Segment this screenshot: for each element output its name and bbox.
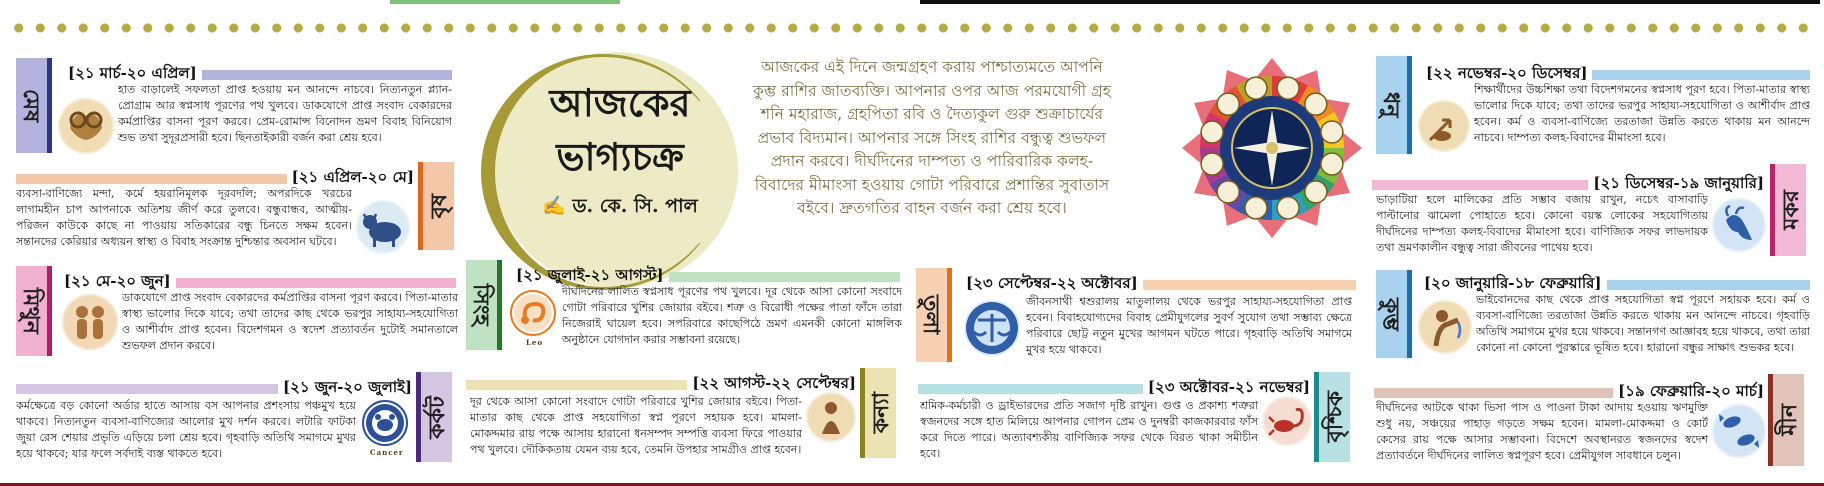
page-title: আজকের xyxy=(549,80,691,125)
forecast-text: কর্মক্ষেত্রে বড় কোনো অর্ডার হাতে আসায় বস আপনার প্রশংসায় পঞ্চমুখ হয়ে থাকবে। নিত্যনতুন ব্যবসা-বাণিজ্যের আলোর মুখ দর্শন করবে। লটারি ফাটকা জুয়া রেস শেয়ার প্রভৃতি এড়িয়ে চলা শ্রেয় হবে। গৃহবাড়ি অতিথি সমাগমে মুখর হয়ে থাকবে; যার ফলে সর্বদাই ব্যস্ত থাকতে হবে। xyxy=(16,399,356,460)
sign-name-tab: তুলা xyxy=(916,268,952,362)
forecast-text: দীর্ঘদিনের আটকে থাকা ভিসা পাস ও পাওনা টাকা আদায় হওয়ায় ঋণমুক্তি শুধু নয়, সঞ্চয়ের পাহাড় গড়তে সক্ষম হবেন। মামলা-মোকদ্দমা ও কোর্ট কেসের রায় পক্ষে আসার সম্ভাবনা। বিদেশে অবস্থানরত স্বজনদের স্বদেশ প্রত্যাবর্তনে দীর্ঘদিনের লালিত স্বপ্নপূরণ হবে। প্রেমীযুগল সাবধানে চলুন। xyxy=(1376,401,1708,462)
virgo-maiden-icon xyxy=(806,392,856,442)
header-bar xyxy=(16,174,287,184)
header-bar xyxy=(918,384,1143,394)
date-range: [২১ মে-২০ জুন] xyxy=(64,272,171,290)
header-bar xyxy=(1143,280,1356,290)
forecast-text: হাত বাড়ালেই সফলতা প্রাপ্ত হওয়ায় মন আনন্দে নাচবে। নিত্যনতুন প্ল্যান-প্রোগ্রাম আর স্বপ্নসাধ পূরণের পথ খুলবে। ডাকযোগে প্রাপ্ত সংবাদ বেকারদের কর্মপ্রাপ্তির বাসনা পূরণ করবে। প্রেম-রোমান্স বিনোদন ভ্রমণ বিবাহ বিনিয়োগ শুভ তথা সুদূরপ্রসারী হবে। ছিনতাইকারী বর্জন করা শ্রেয় হবে। xyxy=(118,83,452,144)
date-range: [২২ আগস্ট-২২ সেপ্টেম্বর] xyxy=(692,374,856,392)
date-range: [২৩ সেপ্টেম্বর-২২ অক্টোবর] xyxy=(966,274,1138,292)
page-title-line2: ভাগ্যচক্র xyxy=(556,134,684,179)
header-bar xyxy=(1607,280,1810,290)
date-range: [২১ এপ্রিল-২০ মে] xyxy=(291,168,414,186)
date-range: [১৯ ফেব্রুয়ারি-২০ মার্চ] xyxy=(1618,382,1764,400)
top-accent-green xyxy=(390,0,620,4)
header-bar xyxy=(1372,180,1588,190)
header-bar xyxy=(176,278,456,288)
header-bar xyxy=(1374,388,1613,398)
forecast-text: ডাকযোগে প্রাপ্ত সংবাদ বেকারদের কর্মপ্রাপ্তির বাসনা পূরণ করবে। পিতা-মাতার স্বাস্থ্য ভালোর দিকে যাবে; তথা তাদের কাছ থেকে ভরপুর সাহায্য-সহযোগিতা ও আশীর্বাদ প্রাপ্ত হবেন। বিদেশগমন ও স্বদেশ প্রত্যাবর্তন দুটোই সমানতালে শুভফল প্রদান করবে। xyxy=(122,291,458,352)
gemini-twins-icon xyxy=(62,294,118,350)
date-range: [২১ মার্চ-২০ এপ্রিল] xyxy=(68,64,197,82)
taurus-bull-icon xyxy=(356,200,410,254)
header-bar xyxy=(16,384,278,394)
icon-caption: Cancer xyxy=(370,448,404,457)
header-bar xyxy=(466,380,687,390)
leo-lion-icon xyxy=(510,290,556,336)
libra-scales-icon xyxy=(964,300,1020,356)
sign-name-tab: ধনু xyxy=(1376,56,1412,154)
cancer-crab-icon xyxy=(362,400,408,446)
zodiac-wheel-icon xyxy=(1182,56,1362,244)
date-range: [২১ জুলাই-২১ আগস্ট] xyxy=(516,266,664,284)
sign-name-tab: মীন xyxy=(1768,374,1804,466)
forecast-text: শিক্ষার্থীদের উচ্চশিক্ষা তথা বিদেশগমনের স্বপ্নসাধ পূরণ হবে। পিতা-মাতার স্বাস্থ্য ভালোর দিকে যাবে; তথা তাদের ভরপুর সাহায্য-সহযোগিতা ও আশীর্বাদ প্রাপ্ত হবেন। কর্ম ও ব্যবসা-বাণিজ্যে তরতাজা উন্নতি করতে থাকায় মন আনন্দে নাচবে। দাম্পত্য কলহ-বিবাদের মীমাংসা হবে। xyxy=(1474,83,1810,144)
sign-name-tab: মকর xyxy=(1770,164,1806,256)
aquarius-water-bearer-icon xyxy=(1418,300,1472,354)
sagittarius-archer-icon xyxy=(1418,100,1470,152)
forecast-text: ভাড়াটিয়া হলে মালিকের প্রতি সম্ভাব বজায় রাখুন, নচেৎ বাসাবাড়ি পাল্টানোর ঝামেলা পোহাতে হবে। কোনো বয়স্ক লোকের সহযোগিতায় দীর্ঘদিনের দাম্পত্য কলহ-বিবাদের মীমাংসা হবে। বাণিজ্যিক সফর লাভদায়ক তথা ভ্রমণকালীন বন্ধুত্ব সারা জীবনের পাথেয় হবে। xyxy=(1376,193,1708,254)
scorpio-scorpion-icon xyxy=(1262,396,1312,446)
date-range: [২১ ডিসেম্বর-১৯ জানুয়ারি] xyxy=(1593,174,1764,192)
pisces-fish-icon xyxy=(1712,404,1766,458)
author-byline: ✍ ড. কে. সি. পাল xyxy=(542,195,698,217)
sign-name-tab: মেষ xyxy=(16,58,52,153)
sign-name-tab: মিথুন xyxy=(16,266,52,356)
forecast-text: দীর্ঘদিনের লালিত স্বপ্নসাধ পূরণের পথ খুলবে। দূর থেকে আসা কোনো সংবাদে গোটা পরিবারে খুশির জোয়ার বইবে। শত্রু ও বিরোধী পক্ষের পাতা ফাঁদে তারা নিজেরাই ঘায়েল হবে। সপরিবারে কাছেপিঠে ভ্রমণ এমনকী কোনো মাঙ্গলিক অনুষ্ঠানে যোগদান করার সম্ভাবনা রয়েছে। xyxy=(562,285,902,346)
birthday-intro-text: আজকের এই দিনে জন্মগ্রহণ করায় পাশ্চাত্যমতে আপনি কুম্ভ রাশির জাতব্যক্তি। আপনার ওপর আজ পরমযোগী গ্রহ শনি মহারাজ, গ্রহপিতা রবি ও দৈত্যকুল গুরু শুক্রাচার্যের প্রভাব বিদ্যমান। আপনার সঙ্গে সিংহ রাশির বন্ধুত্ব শুভফল প্রদান করবে। দীর্ঘদিনের দাম্পত্য ও পারিবারিক কলহ-বিবাদের মীমাংসা হওয়ায় গোটা পরিবারে প্রশান্তির সুবাতাস বইবে। দ্রুতগতির বাহন বর্জন করা শ্রেয় হবে। xyxy=(753,58,1111,217)
sign-name-tab: বৃশ্চিক xyxy=(1314,372,1350,462)
header-bar xyxy=(1592,70,1810,80)
forecast-text: দূর থেকে আসা কোনো সংবাদে গোটা পরিবারে খুশির জোয়ার বইবে। পিতা-মাতার কাছ থেকে প্রাপ্ত সহযোগিতা স্বপ্ন পূরণে সহায়ক হবে। মামলা-মোকদ্দমার রায় পক্ষে আসায় হারানো ধনসম্পদ সম্পত্তি ব্যবসা ফিরে পাওয়ার পথ খুলবে। দৌকিকতায় যেমন ব্যয় হবে, তেমনি উপহার সামগ্রীও প্রাপ্ত হবেন। xyxy=(470,395,802,456)
forecast-text: ব্যবসা-বাণিজ্যে মন্দা, কর্মে হয়রানিমূলক দূরবদলি; অপরদিকে খরচের লাগামহীন চাপ আপনাকে অতিশয় জীর্ণ করে তুলবে। বন্ধুবান্ধব, আত্মীয়-পরিজন কাউকে কাছে না পাওয়ায় সতিকারের বন্ধু চিনতে সক্ষম হবেন। সন্তানদের কেরিয়ার অধ্যয়ন স্বাস্থ্য ও বিবাহ সংক্রান্ত দুশ্চিন্তার অবসান ঘটবে। xyxy=(16,187,352,248)
forecast-text: শ্রমিক-কর্মচারী ও ড্রাইভারদের প্রতি সজাগ দৃষ্টি রাখুন। গুপ্ত ও প্রকাশ্য শত্রুরা স্বজনদের সঙ্গে হাত মিলিয়ে আপনার গোপন প্রেম ও দুনম্বরী কাজকারবার ফাঁস করে দিতে পারে। অত্যাবশ্যকীয় বাণিজ্যিক সফর থেকে বিরত থাকা সমীচীন হবে। xyxy=(920,399,1258,460)
sign-name-tab: কন্যা xyxy=(860,368,896,458)
dotted-border xyxy=(8,22,1816,34)
date-range: [২০ জানুয়ারি-১৮ ফেব্রুয়ারি] xyxy=(1424,274,1602,292)
icon-caption: Leo xyxy=(526,338,544,347)
forecast-text: জীবনসাথী শ্বশুরালয় মাতুলালয় থেকে ভরপুর সাহায্য-সহযোগিতা প্রাপ্ত হবেন। বিবাহযোগ্যদের বিবাহ প্রেমীযুগলের সুবর্ণ সুযোগ তথা সম্ভাব্য ক্ষেত্রে পরিবারে ছোট্ট নতুন মুখের আগমন ঘটতে পারে। গৃহবাড়ি অতিথি সমাগমে মুখর হয়ে থাকবে। xyxy=(1026,295,1352,356)
sign-name-tab: কুম্ভ xyxy=(1376,270,1412,358)
date-range: [২৩ অক্টোবর-২১ নভেম্বর] xyxy=(1147,378,1310,396)
header-bar xyxy=(669,272,900,282)
forecast-text: ভাইবোনদের কাছ থেকে প্রাপ্ত সহযোগিতা স্বপ্ন পূরণে সহায়ক হবে। কর্ম ও ব্যবসা-বাণিজ্যে তরতাজা উন্নতি করতে থাকায় মন আনন্দে নাচবে। গৃহবাড়ি অতিথি সমাগমে মুখর হয়ে থাকবে। সন্তানগণ আজ্ঞাবহ হয়ে থাকবে, তথা তারা কোনো না কোনো পুরস্কারে ভূষিত হবে। হারানো বন্ধুর সাক্ষাৎ শুভকর হবে। xyxy=(1476,293,1810,354)
header-bar xyxy=(202,70,452,80)
sign-name-tab: কর্কট xyxy=(416,372,452,462)
sign-name-tab: সিংহ xyxy=(466,260,502,350)
top-accent-black xyxy=(920,0,1820,4)
date-range: [২২ নভেম্বর-২০ ডিসেম্বর] xyxy=(1426,64,1588,82)
sign-name-tab: বৃষ xyxy=(418,162,454,250)
date-range: [২১ জুন-২০ জুলাই] xyxy=(283,378,412,396)
capricorn-goat-icon xyxy=(1712,198,1766,252)
aries-ram-icon xyxy=(58,98,114,154)
